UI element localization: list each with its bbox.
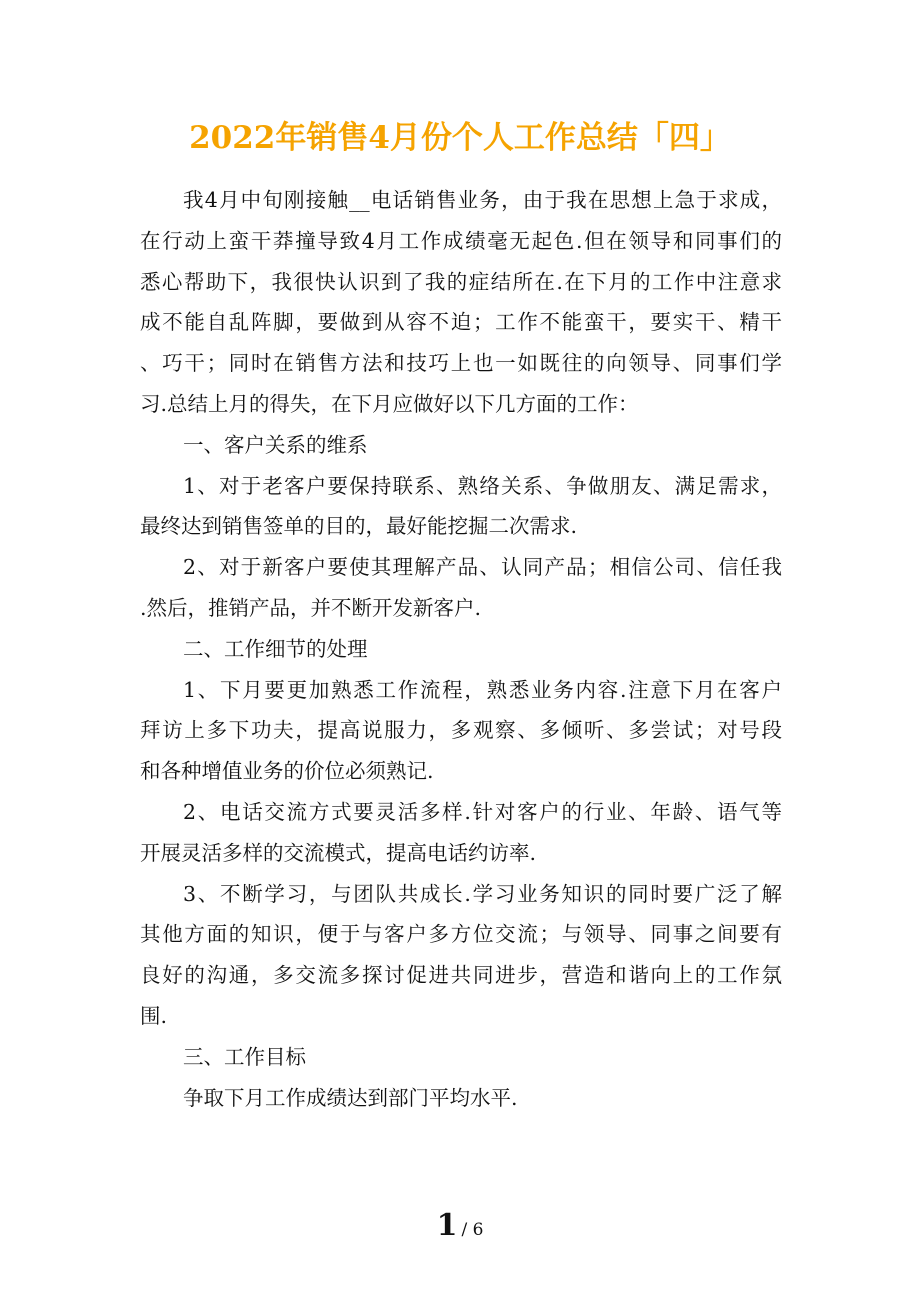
text-line: 在行动上蛮干莽撞导致4月工作成绩毫无起色.但在领导和同事们的 bbox=[140, 228, 782, 253]
text-line: 1、下月要更加熟悉工作流程，熟悉业务内容.注意下月在客户 bbox=[183, 677, 782, 702]
text-line: 二、工作细节的处理 bbox=[183, 636, 368, 661]
text-line: 其他方面的知识，便于与客户多方位交流；与领导、同事之间要有 bbox=[140, 922, 782, 947]
text-line: .然后，推销产品，并不断开发新客户. bbox=[140, 595, 482, 620]
text-line: 悉心帮助下，我很快认识到了我的症结所在.在下月的工作中注意求 bbox=[140, 269, 782, 294]
total-pages: / 6 bbox=[461, 1220, 484, 1240]
text-line: 3、不断学习，与团队共成长.学习业务知识的同时要广泛了解 bbox=[183, 881, 782, 906]
text-line: 、巧干；同时在销售方法和技巧上也一如既往的向领导、同事们学 bbox=[140, 351, 782, 376]
document-body bbox=[140, 180, 782, 1118]
text-line: 习.总结上月的得失，在下月应做好以下几方面的工作： bbox=[140, 391, 639, 416]
paragraph bbox=[140, 874, 782, 1037]
paragraph bbox=[140, 792, 782, 874]
document-title: 2022年销售4月份个人工作总结「四」 bbox=[189, 120, 731, 156]
text-line: 2、电话交流方式要灵活多样.针对客户的行业、年龄、语气等 bbox=[183, 799, 782, 824]
text-line: 我4月中旬刚接触__电话销售业务，由于我在思想上急于求成， bbox=[183, 188, 782, 212]
current-page: 1 bbox=[436, 1208, 458, 1243]
text-line: 最终达到销售签单的目的，最好能挖掘二次需求. bbox=[140, 514, 578, 539]
paragraph bbox=[140, 466, 782, 548]
paragraph bbox=[140, 547, 782, 629]
paragraph bbox=[140, 425, 782, 466]
text-line: 一、客户关系的维系 bbox=[183, 432, 368, 457]
text-line: 成不能自乱阵脚，要做到从容不迫；工作不能蛮干，要实干、精干 bbox=[140, 310, 782, 335]
page-number bbox=[0, 1208, 920, 1243]
text-line: 争取下月工作成绩达到部门平均水平. bbox=[183, 1085, 518, 1110]
paragraph bbox=[140, 670, 782, 792]
text-line: 1、对于老客户要保持联系、熟络关系、争做朋友、满足需求， bbox=[183, 473, 782, 498]
text-line: 2、对于新客户要使其理解产品、认同产品；相信公司、信任我 bbox=[183, 555, 782, 580]
paragraph bbox=[140, 1078, 782, 1119]
text-line: 良好的沟通，多交流多探讨促进共同进步，营造和谐向上的工作氛 bbox=[140, 963, 782, 988]
text-line: 拜访上多下功夫，提高说服力，多观察、多倾听、多尝试；对号段 bbox=[140, 718, 782, 743]
text-line: 围. bbox=[140, 1003, 168, 1028]
paragraph bbox=[140, 180, 782, 425]
paragraph bbox=[140, 1037, 782, 1078]
text-line: 开展灵活多样的交流模式，提高电话约访率. bbox=[140, 840, 537, 865]
text-line: 和各种增值业务的价位必须熟记. bbox=[140, 759, 434, 784]
text-line: 三、工作目标 bbox=[183, 1044, 306, 1069]
paragraph bbox=[140, 629, 782, 670]
